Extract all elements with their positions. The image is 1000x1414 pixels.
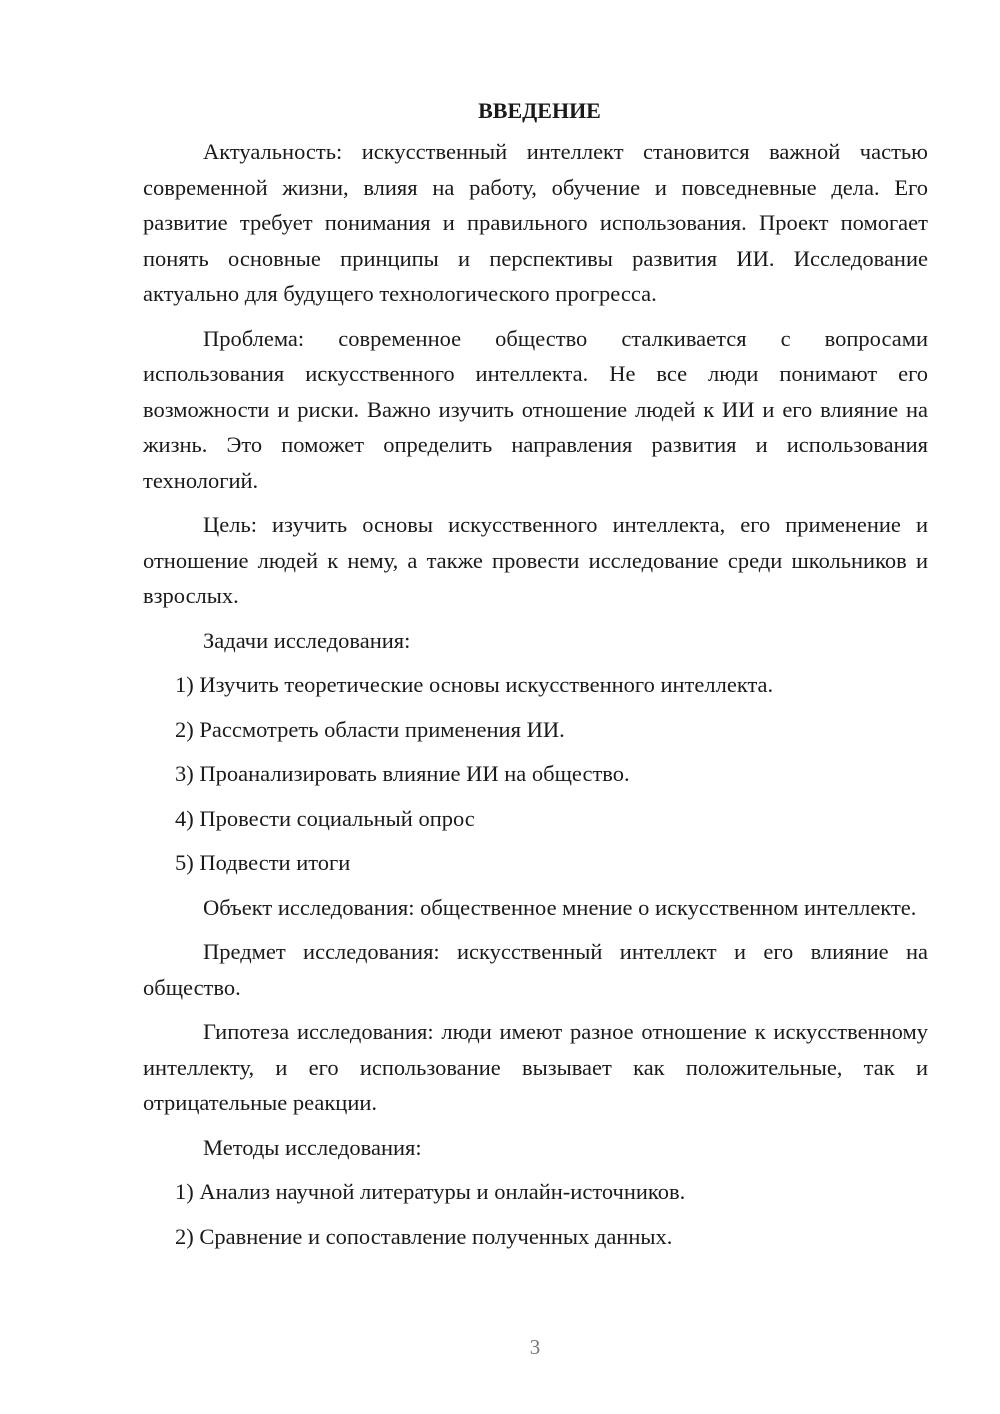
method-item: 2) Сравнение и сопоставление полученных данных. xyxy=(175,1223,673,1249)
problem-paragraph: Проблема: современное общество сталкивается с вопросами использования искусственного интеллекта. Не все люди понимают его возможности и риски. Важно изучить отношение людей к ИИ и его влияние на жизнь. Это поможет определить направления развития и использования технологий. xyxy=(143,325,928,493)
object-paragraph: Объект исследования: общественное мнение о искусственном интеллекте. xyxy=(203,894,917,920)
relevance-paragraph: Актуальность: искусственный интеллект становится важной частью современной жизни, влияя на работу, обучение и повседневные дела. Его развитие требует понимания и правильного использования. Проект помогает понять основные принципы и перспективы развития ИИ. Исследование актуально для будущего технологического прогресса. xyxy=(143,139,928,306)
page-title: ВВЕДЕНИЕ xyxy=(478,98,601,123)
task-item: 2) Рассмотреть области применения ИИ. xyxy=(175,716,565,742)
hypothesis-paragraph: Гипотеза исследования: люди имеют разное отношение к искусственному интеллекту, и его использование вызывает как положительные, так и отрицательные реакции. xyxy=(143,1019,928,1115)
page-number: 3 xyxy=(529,1335,541,1359)
subject-paragraph: Предмет исследования: искусственный интеллект и его влияние на общество. xyxy=(143,939,928,1000)
task-item: 3) Проанализировать влияние ИИ на общество. xyxy=(175,761,630,786)
task-item: 1) Изучить теоретические основы искусственного интеллекта. xyxy=(175,672,774,697)
tasks-heading: Задачи исследования: xyxy=(203,627,411,653)
task-item: 5) Подвести итоги xyxy=(175,850,351,875)
method-item: 1) Анализ научной литературы и онлайн-источников. xyxy=(175,1179,686,1204)
methods-heading: Методы исследования: xyxy=(203,1134,422,1160)
goal-paragraph: Цель: изучить основы искусственного интеллекта, его применение и отношение людей к нему, а также провести исследование среди школьников и взрослых. xyxy=(143,512,928,608)
task-item: 4) Провести социальный опрос xyxy=(175,805,475,831)
page-content xyxy=(143,96,928,1263)
